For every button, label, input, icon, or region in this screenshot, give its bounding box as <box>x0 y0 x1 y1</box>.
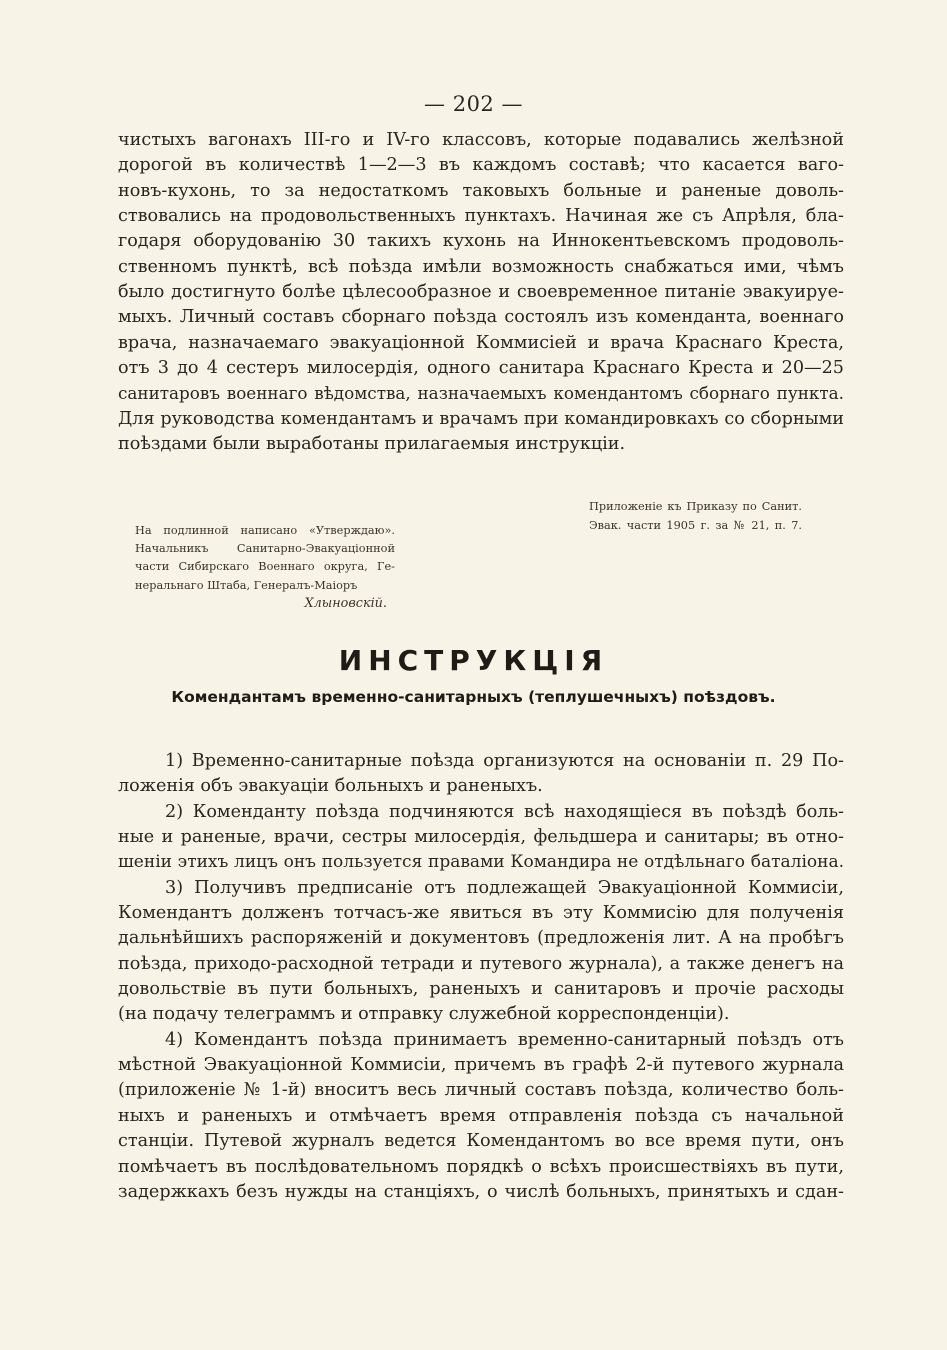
text-line: поѣзда, приходо-расходной тетради и путевого журнала), а также денегъ на <box>118 953 844 974</box>
appendix-line: Приложеніе къ Приказу по Санит. <box>589 500 802 513</box>
approval-line: Начальникъ Санитарно-Эвакуаціонной <box>135 542 395 556</box>
instructions-list <box>118 749 844 1205</box>
text-line: Для руководства комендантамъ и врачамъ при командировкахъ со сборными <box>118 408 844 429</box>
text-line: новъ-кухонь, то за недостаткомъ таковыхъ больные и раненые доволь- <box>118 180 844 201</box>
text-line: 4) Комендантъ поѣзда принимаетъ временно-санитарный поѣздъ отъ <box>165 1029 844 1050</box>
text-line: ложенія объ эвакуаціи больныхъ и раненыхъ. <box>118 776 543 797</box>
text-line: ные и раненые, врачи, сестры милосердія, фельдшера и санитары; въ отно- <box>118 827 844 848</box>
approval-note <box>135 522 395 613</box>
text-line: довольствіе въ пути больныхъ, раненыхъ и санитаровъ и прочіе расходы <box>118 979 844 1000</box>
appendix-line: Эвак. части 1905 г. за № 21, п. 7. <box>589 519 802 532</box>
text-line: 3) Получивъ предписаніе отъ подлежащей Эвакуаціонной Коммисіи, <box>165 877 844 898</box>
approval-line: части Сибирскаго Военнаго округа, Ге- <box>135 560 395 574</box>
text-line: 1) Временно-санитарные поѣзда организуются на основаніи п. 29 По- <box>165 751 844 771</box>
text-line: ствовались на продовольственныхъ пунктахъ. Начиная же съ Апрѣля, бла- <box>118 206 844 227</box>
text-line: помѣчаетъ въ послѣдовательномъ порядкѣ о всѣхъ происшествіяхъ въ пути, <box>118 1156 844 1177</box>
text-line: ственномъ пунктѣ, всѣ поѣзда имѣли возможность снабжаться ими, чѣмъ <box>118 256 844 277</box>
text-line: дорогой въ количествѣ 1—2—3 въ каждомъ составѣ; что касается ваго- <box>118 155 844 176</box>
text-line: мыхъ. Личный составъ сборнаго поѣзда состоялъ изъ коменданта, военнаго <box>118 307 844 328</box>
text-line: чистыхъ вагонахъ III-го и IV-го классовъ, которые подавались желѣзной <box>118 130 844 150</box>
text-line: станціи. Путевой журналъ ведется Комендантомъ во все время пути, онъ <box>118 1131 844 1152</box>
text-line: задержкахъ безъ нужды на станціяхъ, о числѣ больныхъ, принятыхъ и сдан- <box>118 1181 844 1202</box>
text-line: было достигнуто болѣе цѣлесообразное и своевременное питаніе эвакуируе- <box>118 282 844 303</box>
document-subtitle: Комендантамъ временно-санитарныхъ (теплушечныхъ) поѣздовъ. <box>171 688 776 706</box>
intro-paragraph <box>118 128 844 457</box>
text-line: (приложеніе № 1-й) вноситъ весь личный составъ поѣзда, количество боль- <box>118 1080 844 1101</box>
approval-line: неральнаго Штаба, Генералъ-Маіоръ <box>135 578 358 592</box>
text-line: дальнѣйшихъ распоряженій и документовъ (предложенія лит. А на пробѣгъ <box>118 928 844 949</box>
text-line: поѣздами были выработаны прилагаемыя инструкціи. <box>118 434 626 455</box>
text-line: (на подачу телеграммъ и отправку служебной корреспонденціи). <box>118 1004 730 1025</box>
text-line: шеніи этихъ лицъ онъ пользуется правами Командира не отдѣльнаго баталіона. <box>118 852 844 873</box>
text-line: ныхъ и раненыхъ и отмѣчаетъ время отправленія поѣзда съ начальной <box>118 1105 844 1126</box>
text-line: врача, назначаемаго эвакуаціонной Коммисіей и врача Краснаго Креста, <box>118 332 844 353</box>
text-line: отъ 3 до 4 сестеръ милосердія, одного санитара Краснаго Креста и 20—25 <box>118 358 844 379</box>
page-number: — 202 — <box>424 92 523 116</box>
text-line: 2) Коменданту поѣзда подчиняются всѣ находящіеся въ поѣздѣ боль- <box>165 801 844 822</box>
document-title: ИНСТРУКЦІЯ <box>338 644 609 677</box>
text-line: Комендантъ долженъ тотчасъ-же явиться въ эту Коммисію для полученія <box>118 903 844 924</box>
signature: Хлыновскій. <box>304 595 387 611</box>
approval-line: На подлинной написано «Утверждаю». <box>135 524 395 537</box>
text-line: мѣстной Эвакуаціонной Коммисіи, причемъ въ графѣ 2-й путевого журнала <box>118 1055 844 1076</box>
text-line: годаря оборудованію 30 такихъ кухонь на Иннокентьевскомъ продоволь- <box>118 231 844 252</box>
text-line: санитаровъ военнаго вѣдомства, назначаемыхъ комендантомъ сборнаго пункта. <box>118 383 844 404</box>
appendix-reference <box>589 497 802 535</box>
